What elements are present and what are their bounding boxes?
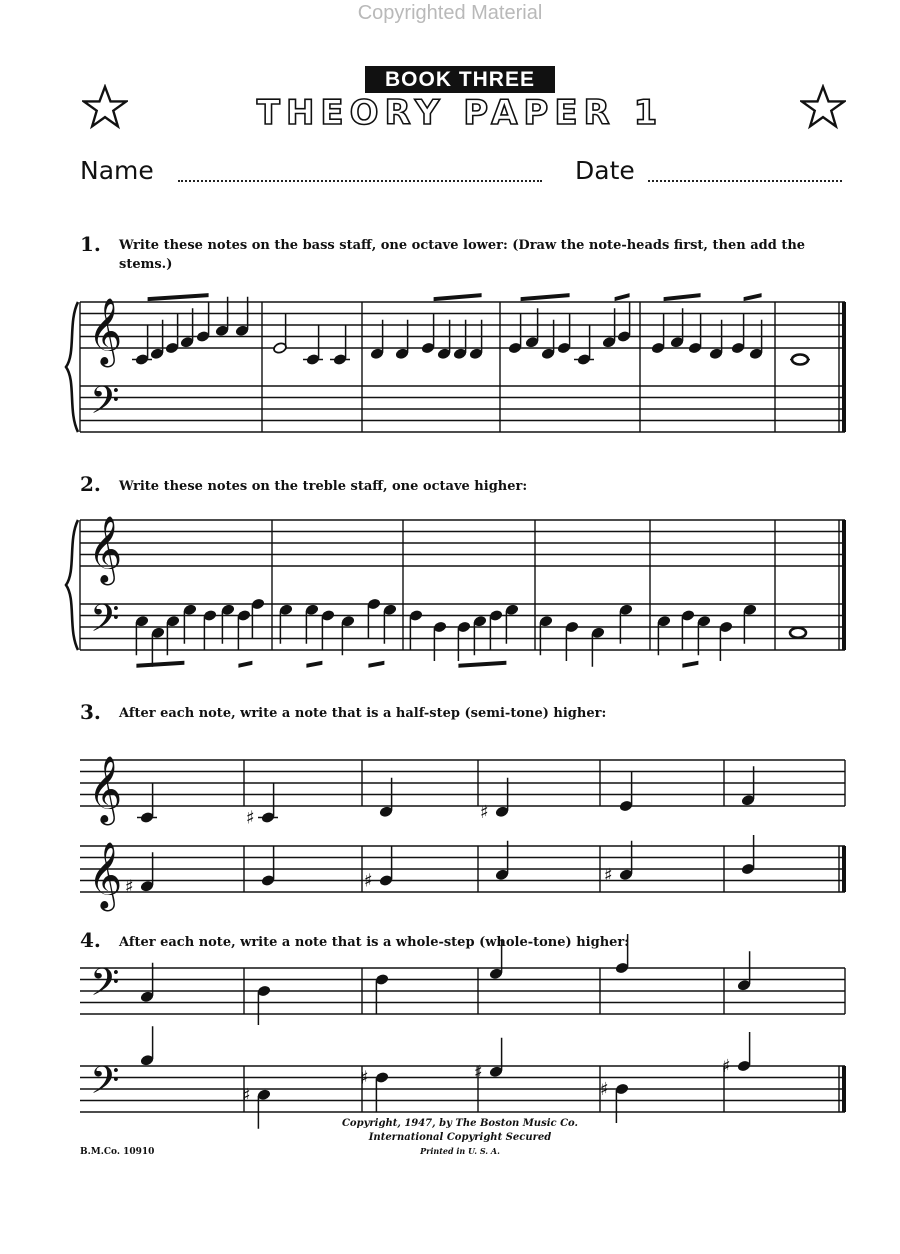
beam xyxy=(306,661,322,668)
question-3-text: After each note, write a note that is a half-step (semi-tone) higher: xyxy=(119,706,607,721)
treble-clef-icon: 𝄞 xyxy=(88,754,123,823)
sharp-icon: ♯ xyxy=(364,870,373,892)
bass-clef-icon: 𝄢 xyxy=(90,377,120,432)
final-barline-thick xyxy=(842,1066,846,1112)
beam xyxy=(682,661,698,668)
sharp-icon: ♯ xyxy=(474,1061,483,1083)
treble-clef-icon: 𝄞 xyxy=(88,514,123,583)
treble-clef-icon: 𝄞 xyxy=(88,840,123,909)
question-1-text: Write these notes on the bass staff, one octave lower: (Draw the note-heads first, then add the stems.) xyxy=(119,238,806,272)
question-1-number: 1. xyxy=(80,232,101,256)
question-2-number: 2. xyxy=(80,472,101,496)
copyright-watermark: Copyrighted Material xyxy=(357,2,543,24)
brace xyxy=(66,302,78,432)
book-label: BOOK THREE xyxy=(365,66,555,93)
question-2-text: Write these notes on the treble staff, one octave higher: xyxy=(119,479,528,494)
beam xyxy=(148,293,209,301)
sharp-icon: ♯ xyxy=(600,1079,609,1100)
beam xyxy=(238,661,252,668)
question-4-text: After each note, write a note that is a whole-step (whole-tone) higher: xyxy=(119,935,630,950)
international-copyright-line: International Copyright Secured xyxy=(368,1132,552,1143)
catalog-number: B.M.Co. 10910 xyxy=(80,1147,155,1157)
question-3-number: 3. xyxy=(80,700,101,724)
beam xyxy=(615,293,630,301)
page-title: THEORY PAPER 1 xyxy=(256,93,664,133)
sharp-icon: ♯ xyxy=(246,807,255,829)
beam xyxy=(664,293,701,301)
name-label: Name xyxy=(80,156,154,185)
date-label: Date xyxy=(575,156,635,185)
brace xyxy=(66,520,78,650)
final-barline-thick xyxy=(842,520,846,650)
whole-note-head xyxy=(790,628,806,638)
sharp-icon: ♯ xyxy=(604,864,613,886)
beam xyxy=(744,293,762,301)
printed-line: Printed in U. S. A. xyxy=(420,1146,500,1156)
final-barline-thick xyxy=(842,846,846,892)
beam xyxy=(521,293,570,301)
bass-clef-icon: 𝄢 xyxy=(90,1057,120,1112)
sharp-icon: ♯ xyxy=(480,801,489,823)
treble-clef-icon: 𝄞 xyxy=(88,296,123,365)
sharp-icon: ♯ xyxy=(360,1067,369,1089)
sharp-icon: ♯ xyxy=(242,1084,251,1106)
sharp-icon: ♯ xyxy=(722,1056,731,1077)
copyright-line: Copyright, 1947, by The Boston Music Co. xyxy=(341,1118,579,1129)
beam xyxy=(368,661,384,668)
bass-clef-icon: 𝄢 xyxy=(90,595,120,650)
beam xyxy=(434,293,482,301)
beam xyxy=(136,661,184,668)
beam xyxy=(458,661,506,668)
question-4-number: 4. xyxy=(80,928,101,952)
sharp-icon: ♯ xyxy=(125,876,134,898)
whole-note-head xyxy=(792,355,808,365)
final-barline-thick xyxy=(842,302,846,432)
bass-clef-icon: 𝄢 xyxy=(90,959,120,1014)
